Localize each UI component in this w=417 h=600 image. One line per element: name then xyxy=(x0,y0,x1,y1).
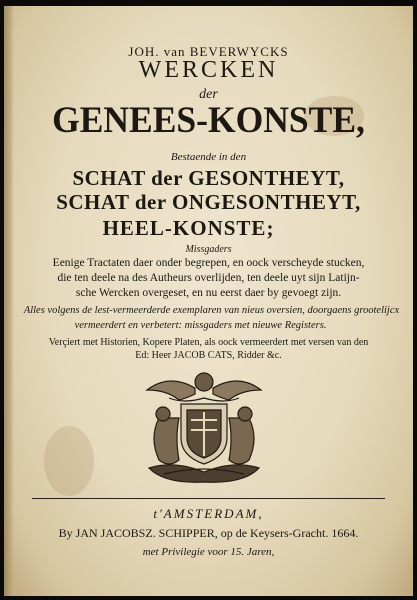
wercken-heading: WERCKEN xyxy=(138,57,279,83)
paper-stain xyxy=(44,426,94,496)
alles-line: vermeerdert en verbetert: missgaders met nieuwe Registers. xyxy=(74,320,327,331)
printers-device-emblem xyxy=(129,368,279,488)
verciert-line: Verçiert met Historien, Kopere Platen, als oock vermeerdert met versen van den xyxy=(48,337,369,348)
divider-rule xyxy=(32,498,385,499)
verciert-line: Ed: Heer JACOB CATS, Ridder &c. xyxy=(135,350,282,361)
heel-konste-line: HEEL-KONSTE; xyxy=(102,216,275,240)
imprint-printer: By JAN JACOBSZ. SCHIPPER, op de Keysers-Gracht. 1664. xyxy=(58,526,359,540)
alles-line: Alles volgens de lest-vermeerderde exemplaren van nieus oversien, doorgaens grootelijcx xyxy=(23,305,400,316)
schat-ongesontheyt-line: SCHAT der ONGESONTHEYT, xyxy=(56,190,361,214)
author-line: JOH. van BEVERWYCKS xyxy=(128,44,289,59)
body-line: Eenige Tractaten daer onder begrepen, en oock verscheyde stucken, xyxy=(52,257,365,269)
main-title: GENEES-KONSTE, xyxy=(52,100,365,141)
imprint-privilege: met Privilegie voor 15. Jaren, xyxy=(142,546,275,558)
der-line: der xyxy=(199,87,218,102)
body-line: die ten deele na des Autheurs overlijden, ten deele uyt sijn Latijn- xyxy=(57,272,360,284)
body-line: sche Wercken overgeset, en nu eerst daer by gevoegt zijn. xyxy=(75,287,342,299)
imprint-city: t'AMSTERDAM, xyxy=(153,506,264,521)
title-page xyxy=(4,6,413,596)
missgaders-line: Missgaders xyxy=(185,244,232,255)
bestaende-line: Bestaende in den xyxy=(170,151,247,163)
schat-gesontheyt-line: SCHAT der GESONTHEYT, xyxy=(72,166,345,190)
